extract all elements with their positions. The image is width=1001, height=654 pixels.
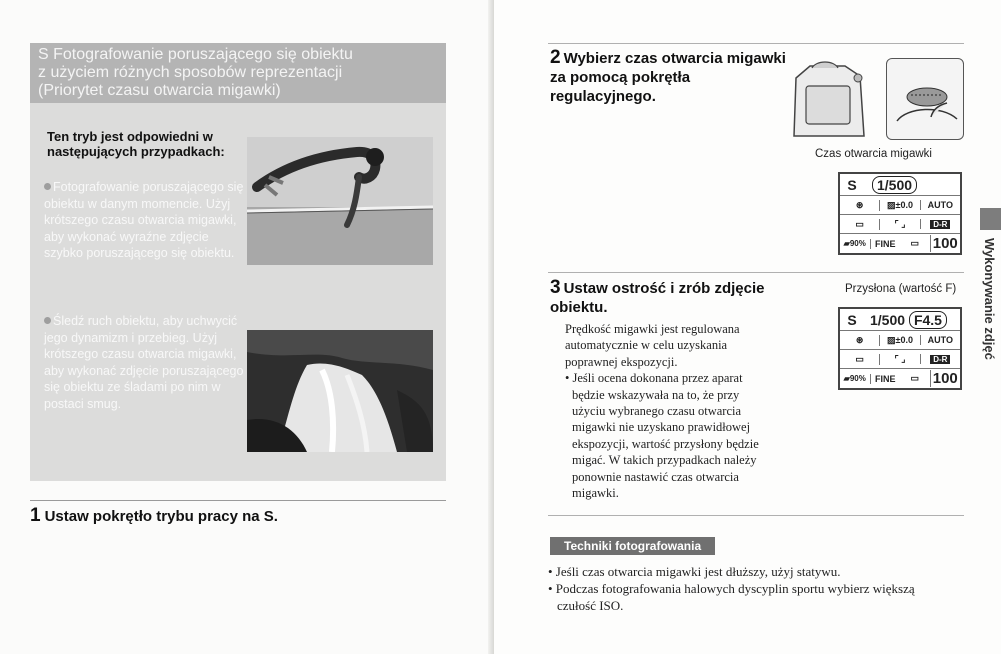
ev-icon: ▨ [887, 334, 896, 345]
divider-rule [548, 272, 964, 273]
sidebar-text: Wykonywanie zdjęć [982, 238, 997, 360]
divider-rule [548, 515, 964, 516]
sidebar-marker [980, 208, 1001, 230]
lcd1-shutter-value: 1/500 [872, 176, 917, 194]
drive-mode-icon: ▭ [855, 353, 864, 364]
control-dial-closeup [886, 58, 964, 140]
step-3-number: 3 [550, 277, 561, 298]
camera-back-icon [790, 58, 870, 140]
use-case-2 [44, 313, 244, 412]
section-title-box [30, 43, 446, 103]
waterfall-illustration [247, 330, 433, 452]
left-page [0, 0, 494, 654]
bullet-dot-icon [44, 183, 51, 190]
lcd2-battery: 90% [849, 374, 866, 383]
title-line-3: (Priorytet czasu otwarcia migawki) [38, 82, 281, 99]
use-cases-panel [30, 103, 446, 481]
lcd2-quality: FINE [870, 374, 901, 384]
ev-icon: ▨ [887, 199, 896, 210]
lcd2-dro: D-R [930, 355, 950, 364]
step-3 [550, 278, 800, 317]
title-line-1: S Fotografowanie poruszającego się obiektu [38, 46, 353, 63]
flash-mode-icon: ⊛ [855, 334, 864, 345]
use-case-1 [44, 179, 244, 262]
divider-rule [30, 500, 446, 501]
lcd1-ev: ±0.0 [895, 199, 913, 210]
high-jump-illustration [247, 137, 433, 265]
use-case-2-text: Śledź ruch obiektu, aby uchwycić jego dynamizm i przebieg. Użyj krótszego czasu otwarcia migawki, aby wykonać zdjęcie poruszającego się obiektu ze śladami po nim w postaci smug. [44, 314, 244, 411]
battery-icon: ▰ [843, 239, 850, 248]
control-dial-icon [887, 59, 963, 139]
title-line-2: z użyciem różnych sposobów reprezentacji [38, 64, 343, 81]
panel-heading: Ten tryb jest odpowiedni w następujących przypadkach: [47, 129, 225, 159]
lcd1-shots: 100 [930, 235, 961, 252]
lcd1-dro: D-R [930, 220, 950, 229]
image-size-icon: ▭ [910, 238, 919, 248]
battery-icon: ▰ [843, 374, 850, 383]
image-size-icon: ▭ [910, 373, 919, 383]
lcd1-battery: 90% [849, 239, 866, 248]
step-1-text: Ustaw pokrętło trybu pracy na S. [44, 508, 278, 525]
step-3-body [565, 321, 770, 501]
drive-mode-icon: ▭ [855, 218, 864, 229]
lcd2-ev: ±0.0 [895, 334, 913, 345]
lcd2-iso: AUTO [920, 335, 960, 345]
lcd1-iso: AUTO [920, 200, 960, 210]
waterfall-photo [247, 330, 433, 452]
step-3-text: Ustaw ostrość i zrób zdjęcie obiektu. [550, 280, 765, 316]
step-2-number: 2 [550, 47, 561, 68]
flash-mode-icon: ⊛ [855, 199, 864, 210]
step-3-paragraph: Prędkość migawki jest regulowana automatycznie w celu uzyskania poprawnej ekspozycji. [565, 322, 740, 369]
step-3-note: • Jeśli ocena dokonana przez aparat będzie wskazywała na to, że przy użyciu wybranego czasu otwarcia migawki nie uzyskano prawidłowej ekspozycji, wartość przysłony będzie migać. W takich przypadkach należy ponownie nastawić czas otwarcia migawki. [565, 371, 759, 501]
tip-item: • Jeśli czas otwarcia migawki jest dłuższy, użyj statywu. [548, 564, 841, 579]
lcd2-mode: S [847, 311, 857, 328]
step-1-number: 1 [30, 505, 41, 526]
lcd2-shots: 100 [930, 370, 961, 387]
lcd-display-shutter [838, 172, 962, 255]
bullet-dot-icon [44, 317, 51, 324]
lcd1-mode: S [847, 176, 857, 193]
tips-label: Techniki fotografowania [550, 537, 715, 555]
use-case-1-text: Fotografowanie poruszającego się obiektu w danym momencie. Użyj krótszego czasu otwarcia migawki, aby wykonać wyraźne zdjęcie szybko poruszającego się obiektu. [44, 180, 244, 260]
focus-area-icon: ⌜ ⌟ [879, 219, 919, 230]
high-jump-photo [247, 137, 433, 265]
lcd1-caption: Czas otwarcia migawki [815, 148, 932, 160]
step-1 [30, 505, 278, 527]
focus-area-icon: ⌜ ⌟ [879, 354, 919, 365]
tips-list [548, 563, 948, 614]
step-2 [550, 48, 790, 106]
lcd2-aperture-value: F4.5 [909, 311, 947, 329]
tip-item: • Podczas fotografowania halowych dyscyplin sportu wybierz większą czułość ISO. [548, 581, 915, 613]
lcd-display-aperture [838, 307, 962, 390]
step-2-text: Wybierz czas otwarcia migawki za pomocą pokrętła regulacyjnego. [550, 50, 786, 105]
lcd2-caption: Przysłona (wartość F) [845, 283, 957, 295]
lcd1-quality: FINE [870, 239, 901, 249]
divider-rule [548, 43, 964, 44]
lcd2-shutter-value: 1/500 [870, 311, 906, 328]
section-sidebar-tab [980, 208, 1001, 404]
